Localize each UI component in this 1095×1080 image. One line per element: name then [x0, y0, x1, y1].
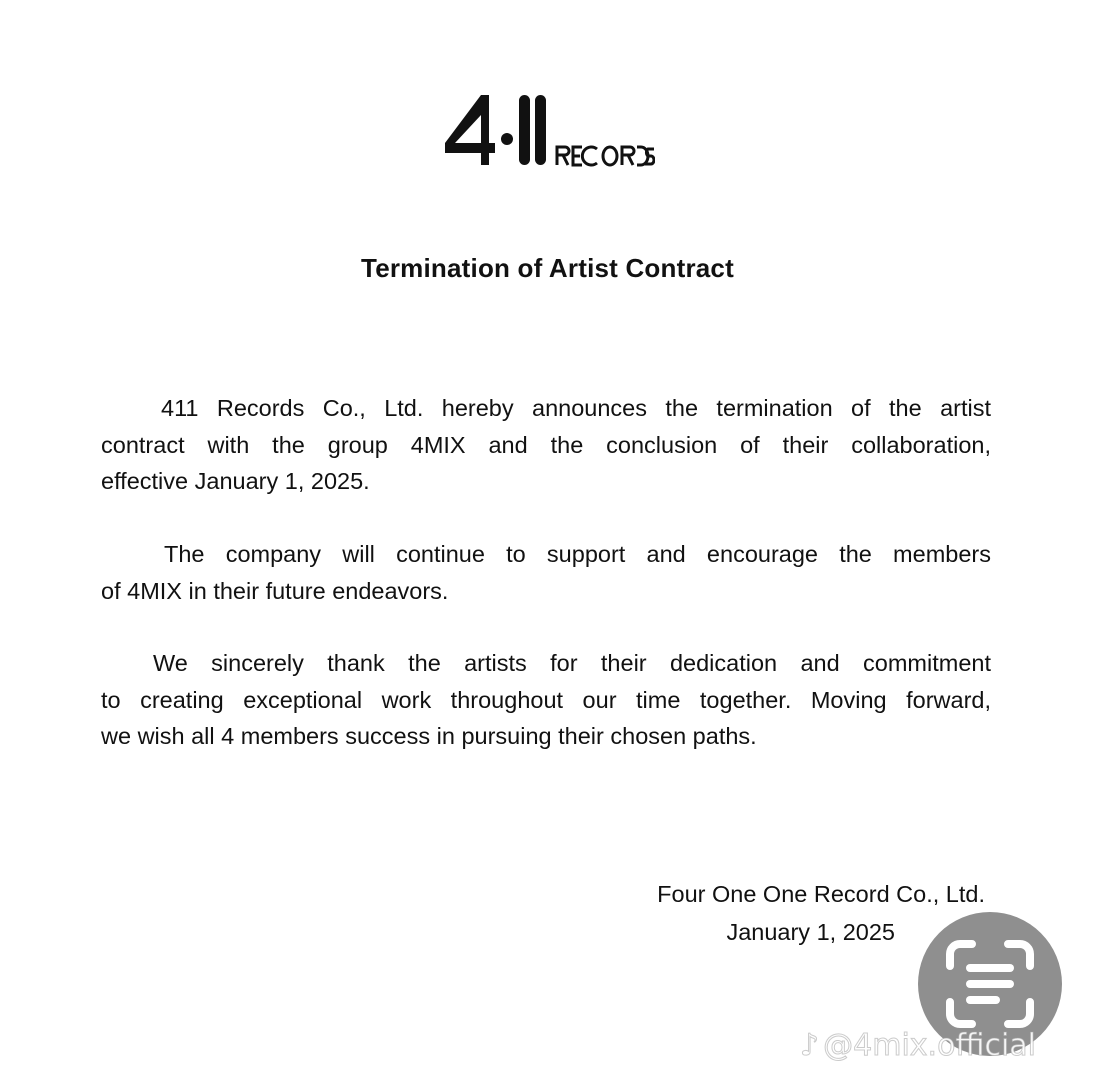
paragraph-termination-notice	[101, 390, 991, 500]
paragraph-line: to creating exceptional work throughout our time together. Moving forward,	[101, 686, 991, 713]
paragraph-line: We sincerely thank the artists for their dedication and commitment	[153, 650, 991, 676]
watermark	[800, 1028, 1036, 1063]
paragraph-line: of 4MIX in their future endeavors.	[101, 577, 449, 604]
signature-company: Four One One Record Co., Ltd.	[657, 881, 985, 907]
paragraph-thanks	[101, 645, 991, 755]
tiktok-icon: ♪	[800, 1028, 820, 1063]
paragraph-line: 411 Records Co., Ltd. hereby announces the termination of the artist	[161, 395, 991, 421]
paragraph-line: we wish all 4 members success in pursuing their chosen paths.	[101, 723, 757, 749]
company-logo	[445, 93, 655, 168]
paragraph-line: contract with the group 4MIX and the conclusion of their collaboration,	[101, 431, 991, 458]
text-scan-icon	[940, 934, 1040, 1034]
paragraph-support	[101, 536, 991, 609]
signature-date: January 1, 2025	[726, 919, 895, 945]
watermark-handle: @4mix.official	[823, 1028, 1036, 1063]
paragraph-line: The company will continue to support and encourage the members	[164, 541, 991, 567]
paragraph-line: effective January 1, 2025.	[101, 468, 370, 494]
document-title: Termination of Artist Contract	[361, 253, 734, 283]
